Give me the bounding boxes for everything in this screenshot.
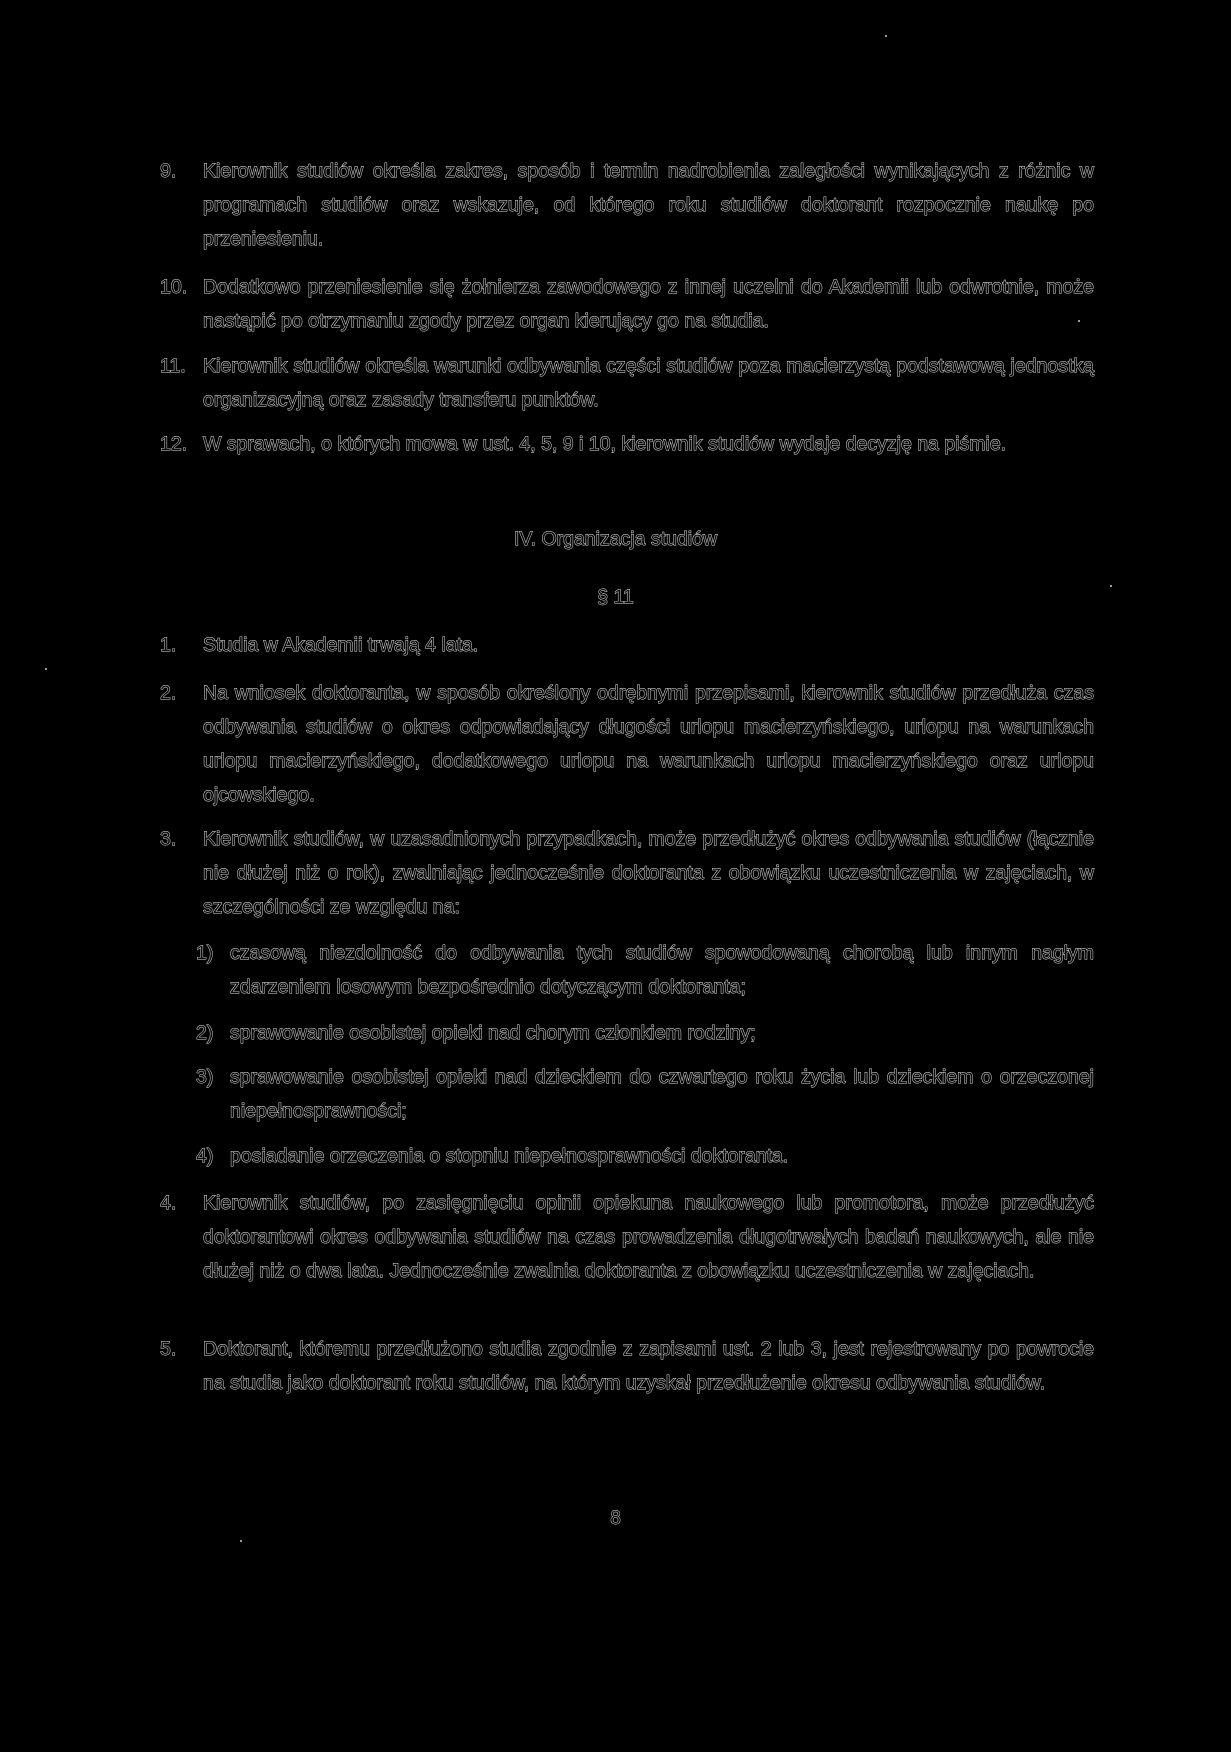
item-text: Kierownik studiów, w uzasadnionych przypadkach, może przedłużyć okres odbywania studiów (łącznie nie dłużej niż o rok), zwalniając jednocześnie doktoranta z obowiązku uczestniczenia w zajęciach, w szczególności ze względu na: [203, 828, 1094, 918]
sub-item-text: posiadanie orzeczenia o stopniu niepełnosprawności doktoranta. [230, 1145, 789, 1167]
item-number: 10. [160, 276, 188, 298]
list-item-10 [160, 270, 1094, 338]
sub-item-1 [196, 936, 1094, 1004]
scan-speck [885, 35, 887, 37]
sub-item-3 [196, 1060, 1094, 1128]
sub-item-text: sprawowanie osobistej opieki nad chorym członkiem rodziny; [230, 1022, 756, 1044]
item-number: 2. [160, 682, 177, 704]
sub-item-text: czasową niezdolność do odbywania tych studiów spowodowaną chorobą lub innym nagłym zdarzeniem losowym bezpośrednio dotyczącym doktoranta; [230, 942, 1094, 998]
sub-item-2 [196, 1016, 1094, 1050]
list-item-2 [160, 676, 1094, 812]
scan-speck [240, 1540, 242, 1542]
sub-item-text: sprawowanie osobistej opieki nad dzieckiem do czwartego roku życia lub dzieckiem o orzeczonej niepełnosprawności; [230, 1066, 1094, 1122]
list-item-3 [160, 822, 1094, 924]
item-text: Na wniosek doktoranta, w sposób określony odrębnymi przepisami, kierownik studiów przedłuża czas odbywania studiów o okres odpowiadający długości urlopu macierzyńskiego, urlopu na warunkach urlopu macierzyńskiego, dodatkowego urlopu na warunkach urlopu macierzyńskiego oraz urlopu ojcowskiego. [203, 682, 1094, 806]
scan-speck [1110, 585, 1112, 587]
item-number: 5. [160, 1338, 177, 1360]
item-text: Kierownik studiów, po zasięgnięciu opinii opiekuna naukowego lub promotora, może przedłużyć doktorantowi okres odbywania studiów na czas prowadzenia długotrwałych badań naukowych, ale nie dłużej niż o dwa lata. Jednocześnie zwalnia doktoranta z obowiązku uczestniczenia w zajęciach. [203, 1192, 1094, 1282]
list-item-11 [160, 349, 1094, 417]
sub-item-4 [196, 1139, 1094, 1173]
item-text: Dodatkowo przeniesienie się żołnierza zawodowego z innej uczelni do Akademii lub odwrotnie, może nastąpić po otrzymaniu zgody przez organ kierujący go na studia. [203, 276, 1094, 332]
sub-item-number: 3) [196, 1066, 214, 1088]
item-number: 12. [160, 433, 188, 455]
list-item-5 [160, 1332, 1094, 1400]
item-number: 9. [160, 160, 177, 182]
item-text: Kierownik studiów określa zakres, sposób i termin nadrobienia zaległości wynikających z różnic w programach studiów oraz wskazuje, od którego roku studiów doktorant rozpocznie naukę po przeniesieniu. [203, 160, 1094, 250]
item-number: 11. [160, 355, 186, 377]
list-item-12 [160, 427, 1094, 461]
scan-speck [45, 668, 47, 670]
item-number: 1. [160, 634, 177, 656]
item-text: Kierownik studiów określa warunki odbywania części studiów poza macierzystą podstawową jednostką organizacyjną oraz zasady transferu punktów. [203, 355, 1094, 411]
item-text: Studia w Akademii trwają 4 lata. [203, 634, 479, 656]
item-text: W sprawach, o których mowa w ust. 4, 5, 9 i 10, kierownik studiów wydaje decyzję na piśmie. [203, 433, 1007, 455]
list-item-1 [160, 628, 1094, 662]
page-number: 8 [610, 1508, 621, 1529]
section-title: IV. Organizacja studiów [513, 528, 718, 550]
item-text: Doktorant, któremu przedłużono studia zgodnie z zapisami ust. 2 lub 3, jest rejestrowany po powrocie na studia jako doktorant roku studiów, na którym uzyskał przedłużenie okresu odbywania studiów. [203, 1338, 1094, 1394]
sub-item-number: 4) [196, 1145, 214, 1167]
scan-speck [1078, 320, 1080, 322]
item-number: 4. [160, 1192, 177, 1214]
list-item-4 [160, 1186, 1094, 1288]
sub-item-number: 1) [196, 942, 214, 964]
paragraph-mark: § 11 [597, 586, 634, 608]
list-item-9 [160, 154, 1094, 256]
item-number: 3. [160, 828, 177, 850]
sub-item-number: 2) [196, 1022, 214, 1044]
